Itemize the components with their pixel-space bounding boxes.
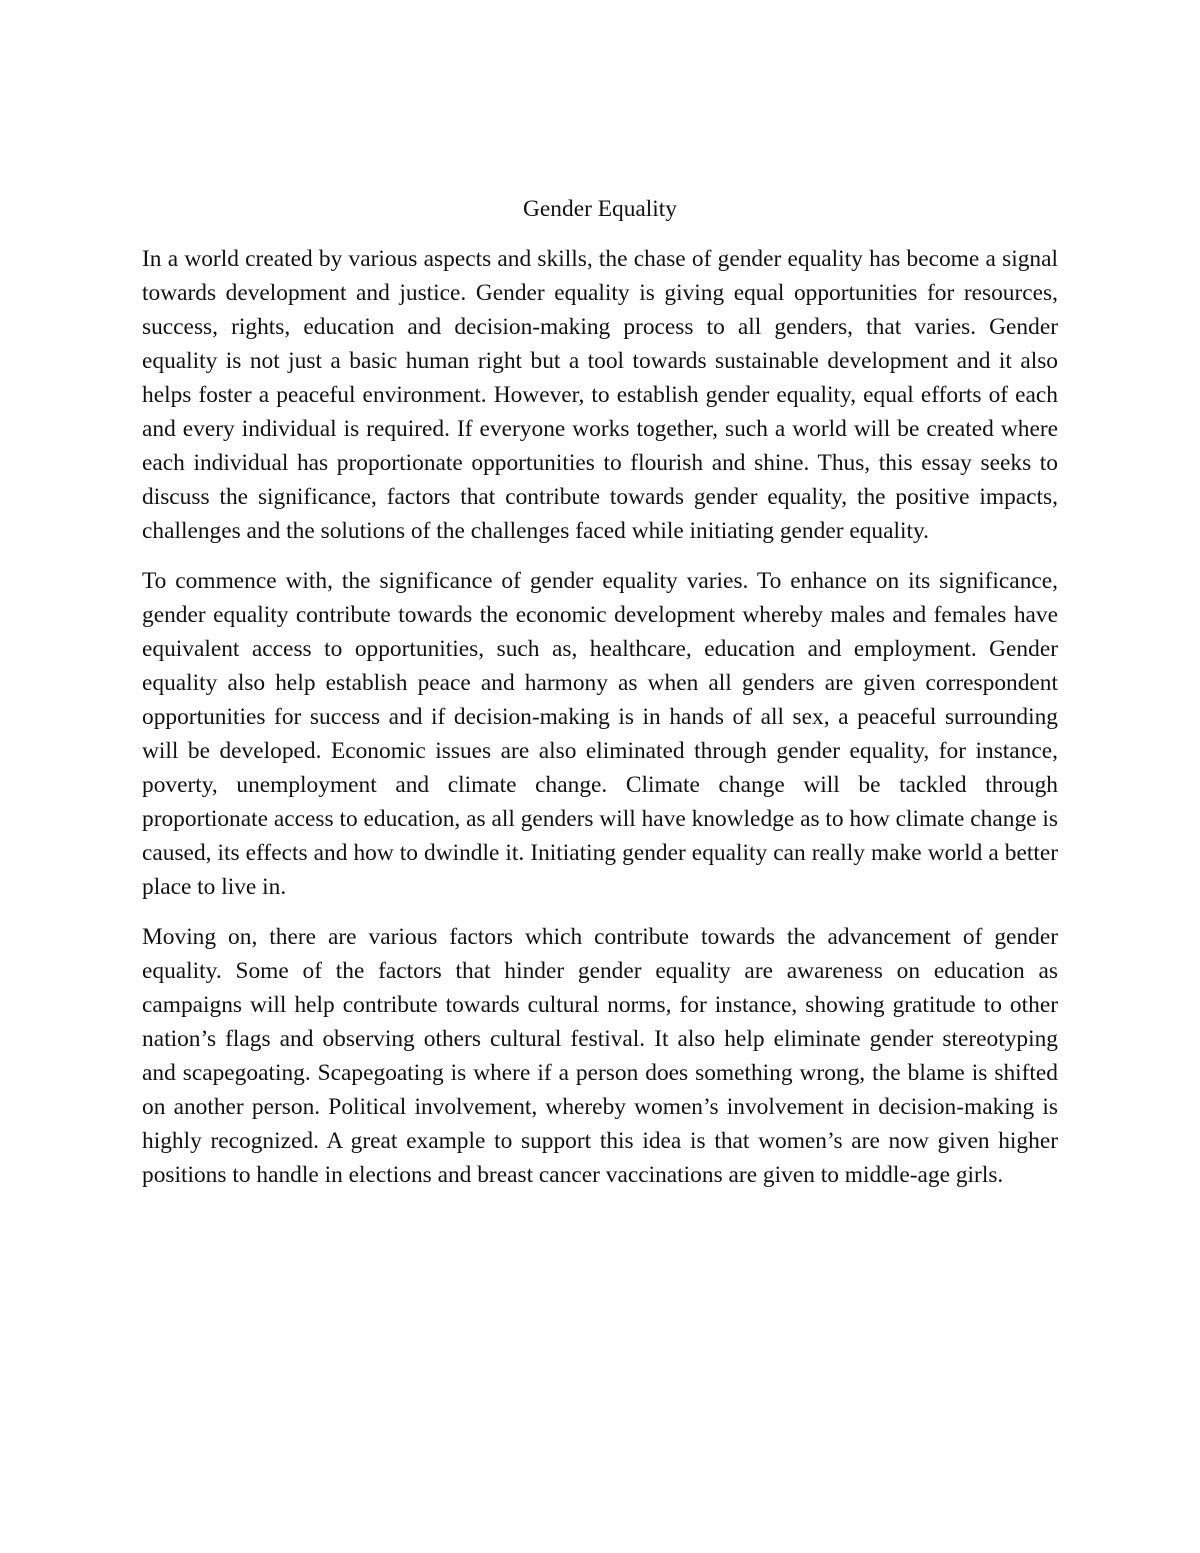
document-body [142,192,1058,1208]
paragraph-factors: Moving on, there are various factors which contribute towards the advancement of gender equality. Some of the factors that hinder gender equality are awareness on education as campaigns will help contribute towards cultural norms, for instance, showing gratitude to other nation’s flags and observing others cultural festival. It also help eliminate gender stereotyping and scapegoating. Scapegoating is where if a person does something wrong, the blame is shifted on another person. Political involvement, whereby women’s involvement in decision-making is highly recognized. A great example to support this idea is that women’s are now given higher positions to handle in elections and breast cancer vaccinations are given to middle-age girls. [142,924,1058,1188]
document-title: Gender Equality [523,196,677,222]
paragraph-significance: To commence with, the significance of gender equality varies. To enhance on its significance, gender equality contribute towards the economic development whereby males and females have equivalent access to opportunities, such as, healthcare, education and employment. Gender equality also help establish peace and harmony as when all genders are given correspondent opportunities for success and if decision-making is in hands of all sex, a peaceful surrounding will be developed. Economic issues are also eliminated through gender equality, for instance, poverty, unemployment and climate change. Climate change will be tackled through proportionate access to education, as all genders will have knowledge as to how climate change is caused, its effects and how to dwindle it. Initiating gender equality can really make world a better place to live in. [142,568,1058,900]
paragraph-introduction: In a world created by various aspects and skills, the chase of gender equality has become a signal towards development and justice. Gender equality is giving equal opportunities for resources, success, rights, education and decision-making process to all genders, that varies. Gender equality is not just a basic human right but a tool towards sustainable development and it also helps foster a peaceful environment. However, to establish gender equality, equal efforts of each and every individual is required. If everyone works together, such a world will be created where each individual has proportionate opportunities to flourish and shine. Thus, this essay seeks to discuss the significance, factors that contribute towards gender equality, the positive impacts, challenges and the solutions of the challenges faced while initiating gender equality. [142,246,1058,544]
